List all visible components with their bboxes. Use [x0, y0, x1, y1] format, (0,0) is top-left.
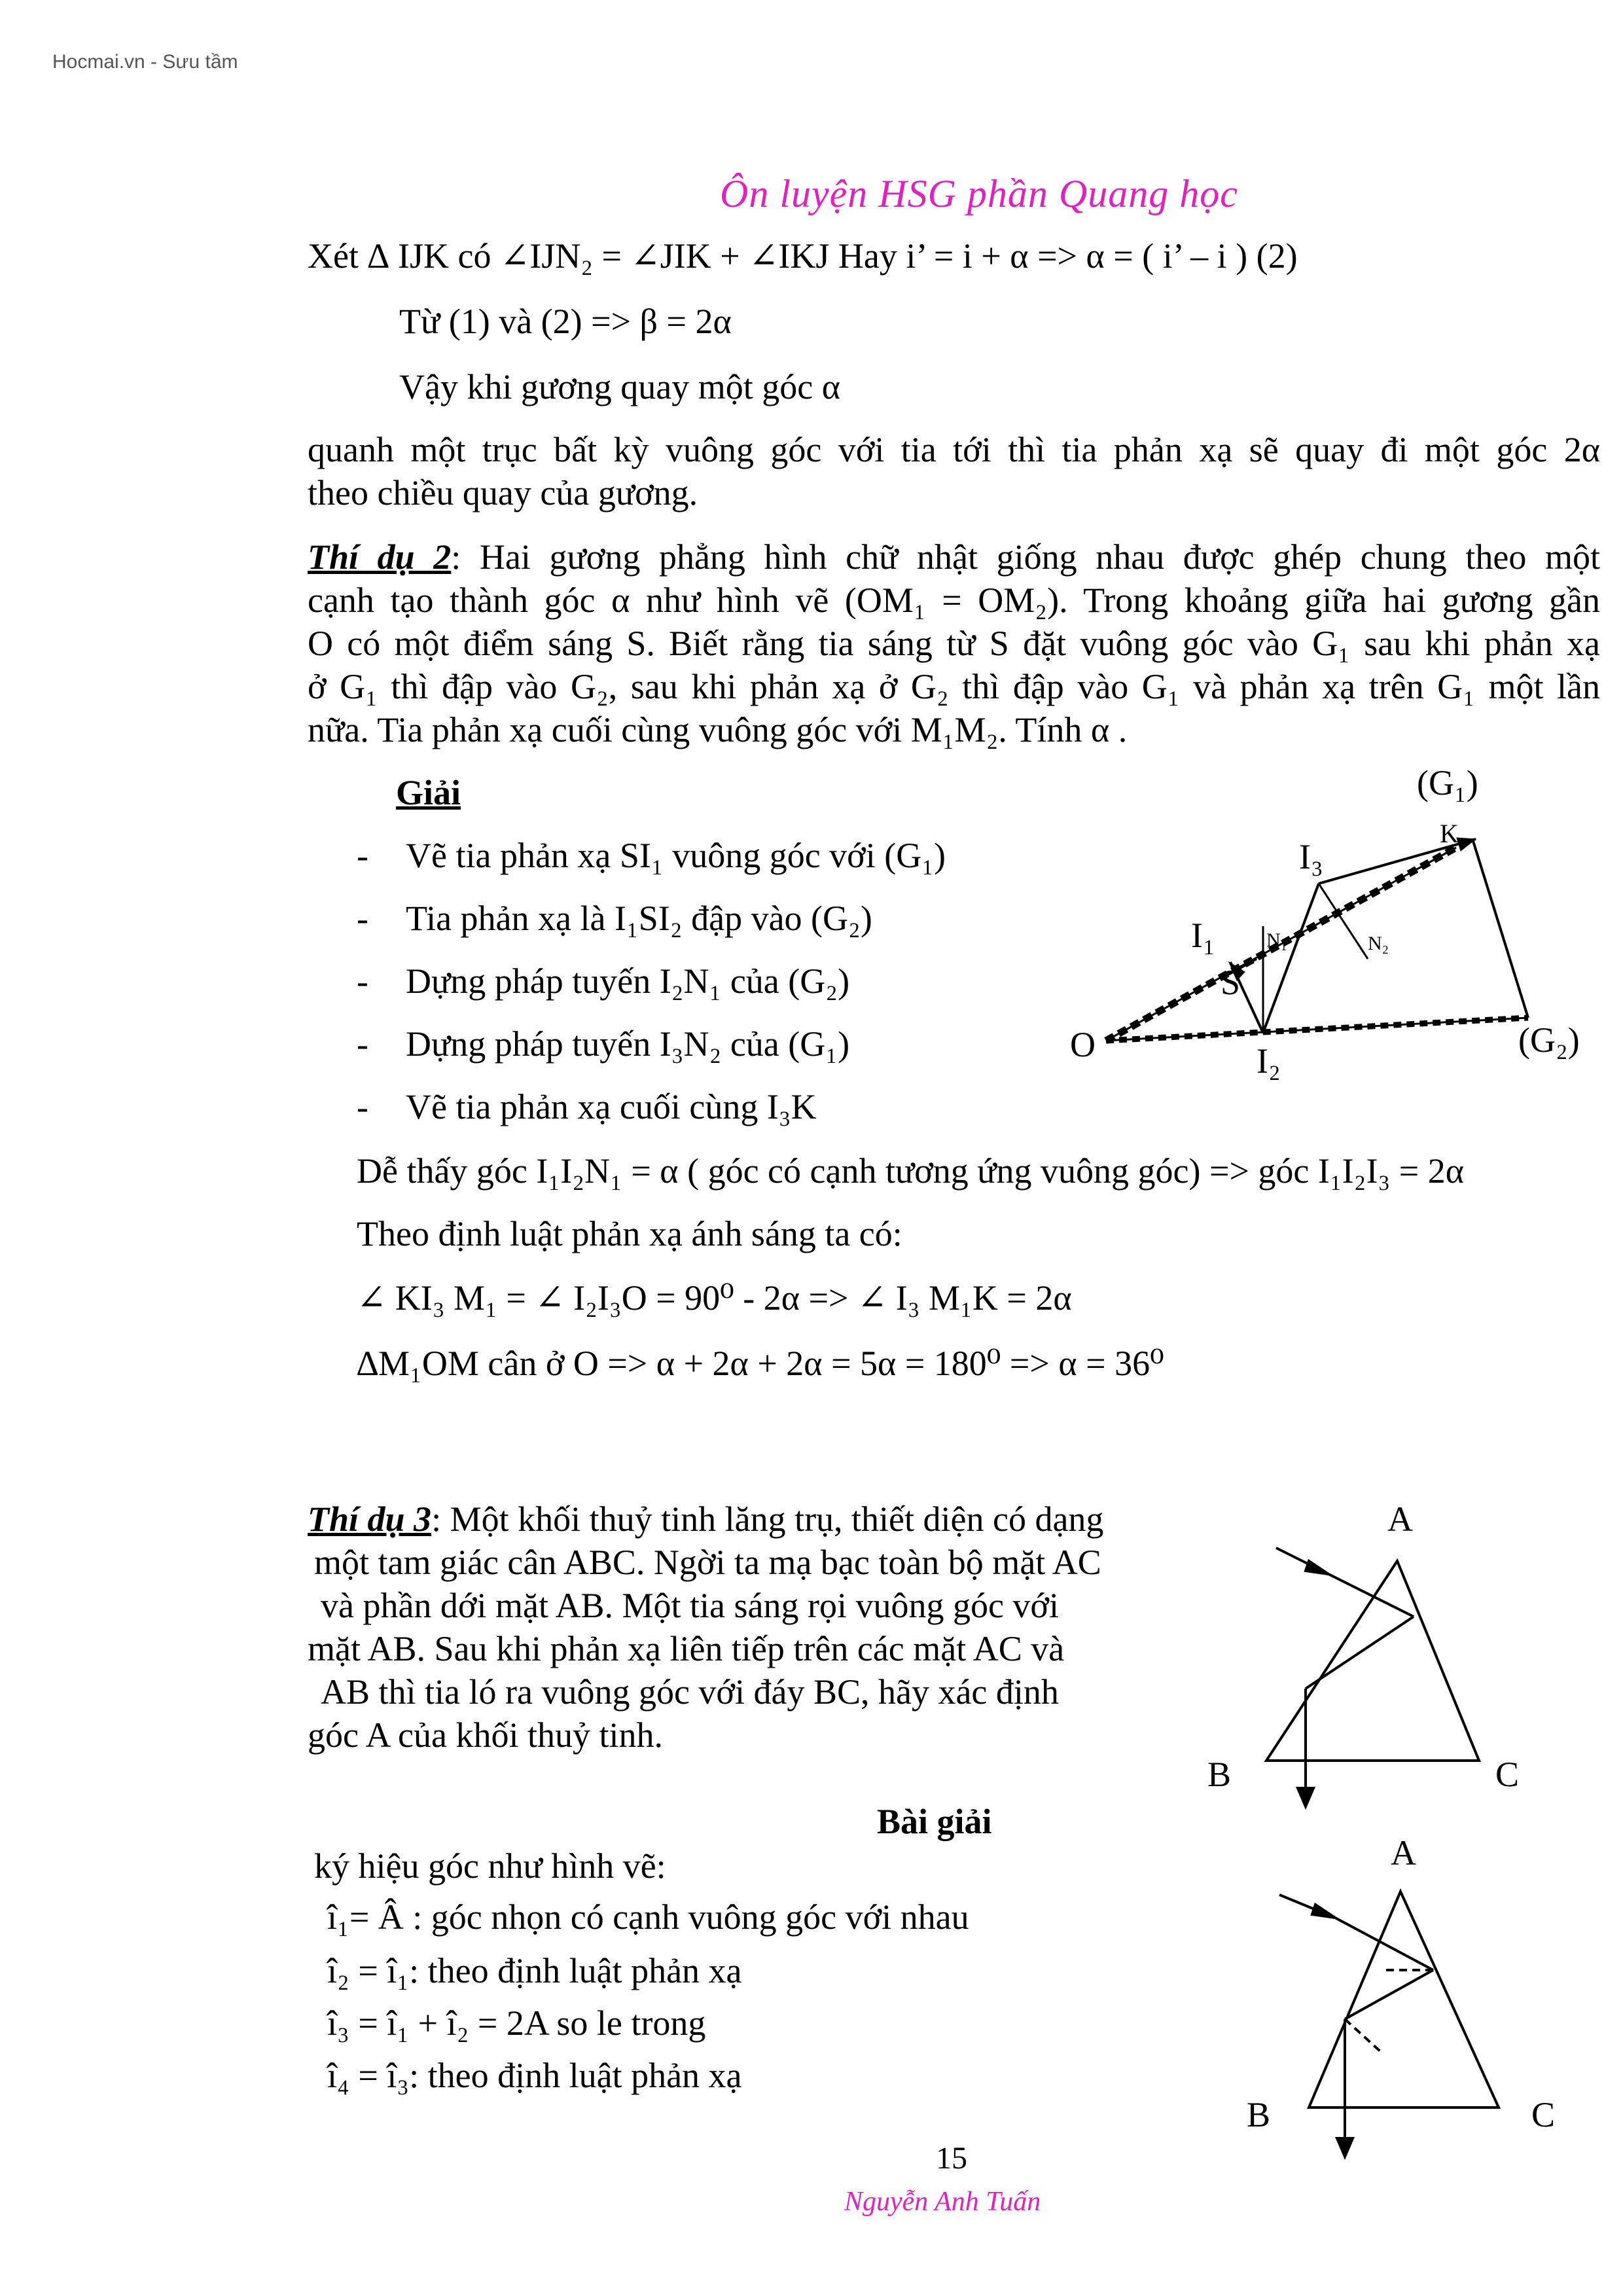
example3-line-1: Thí dụ 3: Một khối thuỷ tinh lăng trụ, thiết diện có dạng	[308, 1499, 1104, 1539]
intro-line-2: Từ (1) và (2) => β = 2α	[399, 302, 732, 341]
prism-2-normal-ab	[1345, 2019, 1381, 2052]
prism-1-label-a: A	[1387, 1499, 1413, 1539]
intro-line-4: quanh một trục bất kỳ vuông góc với tia tới thì tia phản xạ sẽ quay đi một góc 2α	[308, 430, 1600, 469]
example3-line-4: mặt AB. Sau khi phản xạ liên tiếp trên các mặt AC và	[308, 1629, 1065, 1668]
label-i2: I₂	[1257, 1041, 1281, 1081]
label-o: O	[1070, 1025, 1096, 1064]
example2-line-5: nữa. Tia phản xạ cuối cùng vuông góc với M₁M₂. Tính α .	[308, 710, 1128, 749]
label-g2: (G₂)	[1518, 1020, 1580, 1060]
solution-line-1: ký hiệu góc như hình vẽ:	[314, 1846, 666, 1886]
prism-1-label-c: C	[1495, 1755, 1520, 1794]
solution-line-2: î₁= Â : góc nhọn có cạnh vuông góc với nhau	[327, 1897, 969, 1937]
example3-line-2: một tam giác cân ABC. Ngời ta mạ bạc toàn bộ mặt AC	[314, 1543, 1101, 1582]
example3-label: Thí dụ 3	[308, 1499, 432, 1539]
page-footer: Nguyễn Anh Tuấn	[844, 2187, 1041, 2217]
intro-line-5: theo chiều quay của gương.	[308, 473, 698, 512]
step-5: - Vẽ tia phản xạ cuối cùng I₃K	[357, 1087, 817, 1126]
example2-line-4: ở G₁ thì đập vào G₂, sau khi phản xạ ở G₂ thì đập vào G₁ và phản xạ trên G₁ một lần	[308, 667, 1600, 706]
prism-2-label-a: A	[1391, 1833, 1416, 1873]
example2-solution-title: Giải	[396, 773, 461, 812]
label-i1: I₁	[1191, 916, 1215, 955]
intro-line-3: Vậy khi gương quay một góc α	[399, 367, 841, 406]
label-s: S	[1221, 963, 1241, 1002]
result-line-3: ∠ KI₃ M₁ = ∠ I₂I₃O = 90⁰ - 2α => ∠ I₃ M₁K = 2α	[357, 1278, 1072, 1318]
solution-line-5: î₄ = î₃: theo định luật phản xạ	[327, 2056, 742, 2095]
step-3: - Dựng pháp tuyến I₂N₁ của (G₂)	[357, 961, 850, 1001]
label-g1: (G₁)	[1417, 763, 1478, 802]
label-i3: I₃	[1299, 837, 1323, 876]
label-n2: N₂	[1368, 933, 1389, 954]
step-1: - Vẽ tia phản xạ SI₁ vuông góc với (G₁)	[357, 836, 946, 875]
example3-line-6: góc A của khối thuỷ tinh.	[308, 1715, 663, 1755]
result-line-2: Theo định luật phản xạ ánh sáng ta có:	[357, 1214, 902, 1253]
intro-line-1: Xét ∆ IJK có ∠IJN₂ = ∠JIK + ∠IKJ Hay i’ = i + α => α = ( i’ – i ) (2)	[308, 236, 1298, 276]
result-line-1: Dễ thấy góc I₁I₂N₁ = α ( góc có cạnh tương ứng vuông góc) => góc I₁I₂I₃ = 2α	[357, 1151, 1465, 1191]
prism-2-label-b: B	[1247, 2095, 1271, 2134]
example3-solution-title: Bài giải	[877, 1802, 992, 1841]
page-header: Ôn luyện HSG phần Quang học	[720, 172, 1238, 215]
page-number: 15	[936, 2141, 967, 2176]
example2-line-1: Thí dụ 2: Hai gương phẳng hình chữ nhật giống nhau được ghép chung theo một	[308, 537, 1600, 577]
solution-line-3: î₂ = î₁: theo định luật phản xạ	[327, 1951, 742, 1990]
prism-2-triangle	[1309, 1892, 1499, 2108]
watermark: Hocmai.vn - Sưu tầm	[52, 51, 238, 73]
solution-line-4: î₃ = î₁ + î₂ = 2A so le trong	[327, 2003, 706, 2043]
prism-2-label-c: C	[1531, 2095, 1556, 2134]
example2-label: Thí dụ 2	[308, 537, 452, 577]
example2-line-2: cạnh tạo thành góc α như hình vẽ (OM₁ = OM₂). Trong khoảng giữa hai gương gần	[308, 581, 1600, 620]
prism-2-ray-ac	[1335, 1918, 1433, 1970]
prism-1-label-b: B	[1207, 1755, 1232, 1794]
result-line-4: ∆M₁OM cân ở O => α + 2α + 2α = 5α = 180⁰ => α = 36⁰	[357, 1344, 1164, 1383]
example3-line-5: AB thì tia ló ra vuông góc với đáy BC, hãy xác định	[321, 1672, 1059, 1712]
step-4: - Dựng pháp tuyến I₃N₂ của (G₁)	[357, 1024, 850, 1064]
example3-line-3: và phần dới mặt AB. Một tia sáng rọi vuông góc với	[321, 1586, 1059, 1625]
step-2: - Tia phản xạ là I₁SI₂ đập vào (G₂)	[357, 899, 872, 938]
label-n1: N₁	[1266, 929, 1288, 951]
example2-line-3: O có một điểm sáng S. Biết rằng tia sáng từ S đặt vuông góc vào G₁ sau khi phản xạ	[308, 624, 1600, 663]
label-k: K	[1440, 819, 1459, 848]
